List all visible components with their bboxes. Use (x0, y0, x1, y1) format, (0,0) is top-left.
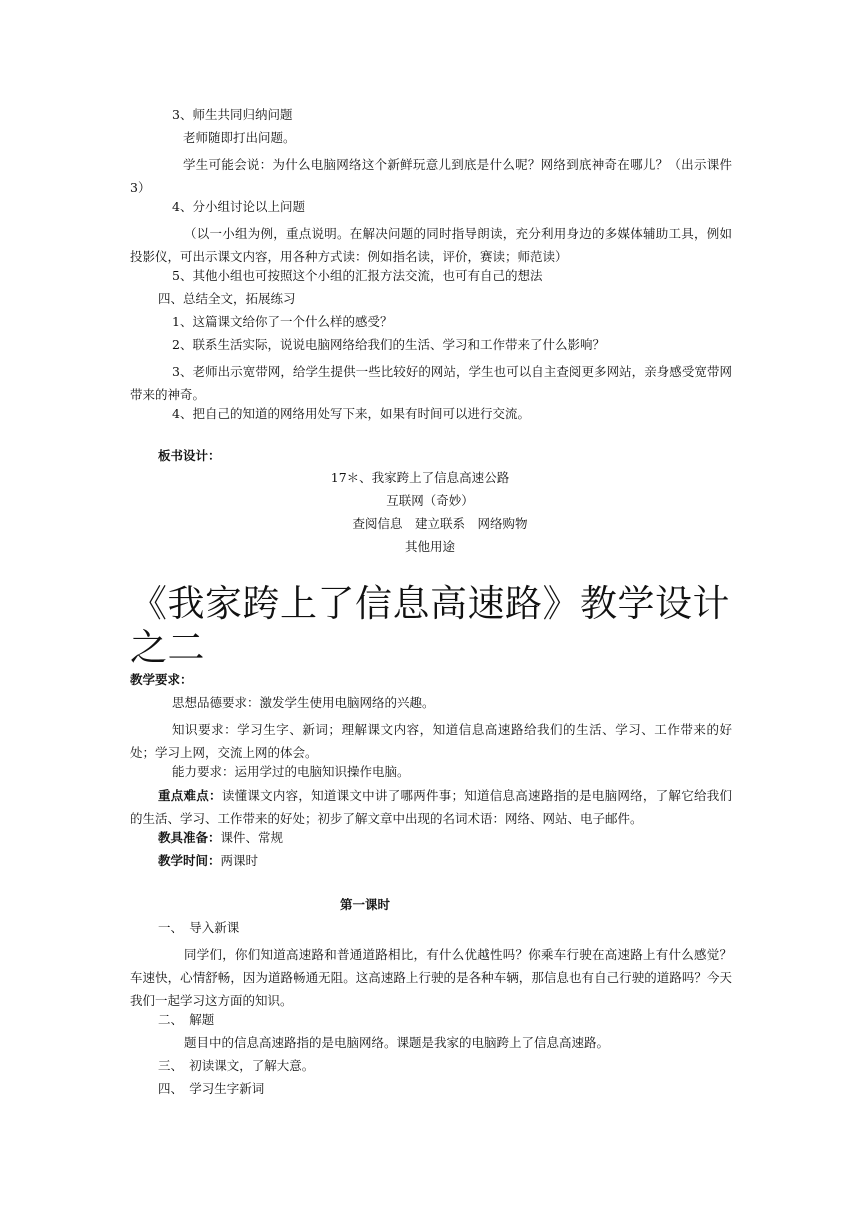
step-heading: 一、 导入新课 (158, 920, 240, 935)
tools-text: 课件、常规 (220, 830, 284, 845)
key-points-text: 读懂课文内容，知道课文中讲了哪两件事；知道信息高速路指的是电脑网络，了解它给我们的生活、学习、工作带来的好处；初步了解文章中出现的名词术语：网络、网站、电子邮件。 (130, 788, 732, 826)
section-heading: 四、总结全文，拓展练习 (158, 291, 296, 306)
step-heading: 三、 初读课文，了解大意。 (158, 1058, 315, 1073)
tools-line (158, 830, 283, 846)
paragraph-text: 1、这篇课文给你了一个什么样的感受？ (172, 314, 393, 329)
moral-requirement: 思想品德要求：激发学生使用电脑网络的兴趣。 (172, 695, 435, 710)
paragraph-text: 4、把自己的知道的网络用处写下来，如果有时间可以进行交流。 (172, 406, 530, 421)
board-subtitle: 互联网（奇妙） (386, 493, 474, 508)
paragraph-text: 老师随即打出问题。 (183, 130, 296, 145)
lesson-title: 第一课时 (339, 897, 390, 912)
paragraph-text: 同学们，你们知道高速路和普通道路相比，有什么优越性吗？你乘车行驶在高速路上有什么感觉？车速快，心情舒畅，因为道路畅通无阻。这高速路上行驶的是各种车辆，那信息也有自己行驶的道路吗？今天我们一起学习这方面的知识。 (130, 947, 732, 1008)
step-heading: 四、 学习生字新词 (158, 1081, 265, 1096)
paragraph-text: （以一小组为例，重点说明。在解决问题的同时指导朗读，充分利用身边的多媒体辅助工具，例如投影仪，可出示课文内容，用各种方式读：例如指名读，评价，赛读；师范读） (130, 226, 732, 264)
time-label: 教学时间： (158, 853, 221, 868)
paragraph-text: 学生可能会说：为什么电脑网络这个新鲜玩意儿到底是什么呢？网络到底神奇在哪儿？（出示课件 3） (130, 157, 732, 195)
board-title: 17＊、我家跨上了信息高速公路 (330, 470, 510, 485)
knowledge-requirement: 知识要求：学习生字、新词；理解课文内容，知道信息高速路给我们的生活、学习、工作带来的好处；学习上网，交流上网的体会。 (130, 722, 732, 760)
board-other: 其他用途 (404, 539, 455, 554)
page-title: 《我家跨上了信息高速路》教学设计之二 (130, 582, 730, 669)
paragraph-text: 3、老师出示宽带网，给学生提供一些比较好的网站，学生也可以自主查阅更多网站，亲身感受宽带网带来的神奇。 (130, 364, 732, 402)
step-heading: 二、 解题 (158, 1012, 215, 1027)
time-text: 两课时 (220, 853, 259, 868)
time-line (158, 853, 258, 869)
board-items: 查阅信息 建立联系 网络购物 (352, 516, 528, 531)
requirements-label: 教学要求： (130, 672, 193, 687)
step-3-heading: 3、师生共同归纳问题 (172, 107, 293, 122)
step-4-heading: 4、分小组讨论以上问题 (172, 199, 305, 214)
paragraph-text: 2、联系生活实际，说说电脑网络给我们的生活、学习和工作带来了什么影响？ (172, 337, 605, 352)
tools-label: 教具准备： (158, 830, 221, 845)
board-design-label: 板书设计： (158, 448, 221, 463)
key-points (130, 784, 732, 830)
step-5-heading: 5、其他小组也可按照这个小组的汇报方法交流，也可有自己的想法 (172, 268, 543, 283)
paragraph-text: 题目中的信息高速路指的是电脑网络。课题是我家的电脑跨上了信息高速路。 (184, 1035, 610, 1050)
ability-requirement: 能力要求：运用学过的电脑知识操作电脑。 (172, 764, 410, 779)
key-points-label: 重点难点： (158, 788, 222, 803)
